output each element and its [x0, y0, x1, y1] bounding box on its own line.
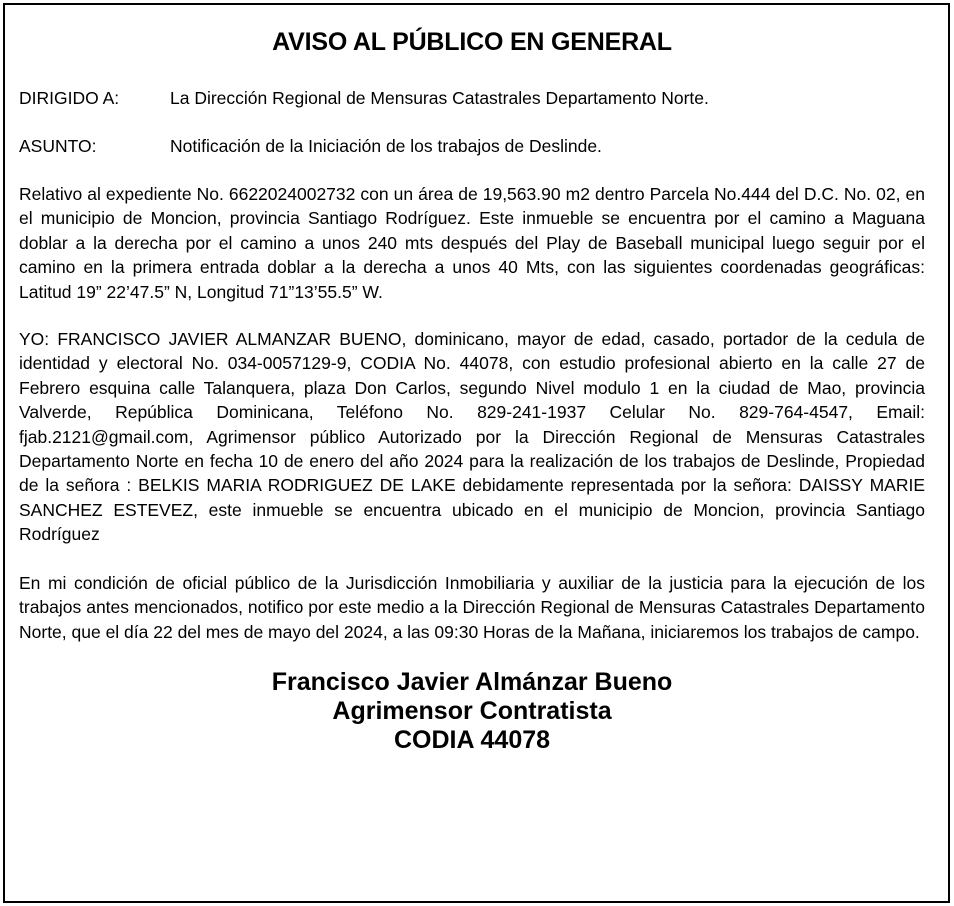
addressee-value: La Dirección Regional de Mensuras Catastrales Departamento Norte. — [170, 88, 709, 108]
notification-paragraph: En mi condición de oficial público de la Jurisdicción Inmobiliaria y auxiliar de la justicia para la ejecución de los trabajos antes mencionados, notifico por este medio a la Dirección Regional de Mensuras Catastrales Departamento Norte, que el día 22 del mes de mayo del 2024, a las 09:30 Horas de la Mañana, iniciaremos los trabajos de campo. — [19, 572, 925, 642]
subject-label: ASUNTO: — [19, 136, 97, 156]
signature-name: Francisco Javier Almánzar Bueno — [271, 667, 673, 696]
notice-content — [19, 24, 925, 755]
addressee-row — [19, 86, 925, 110]
surveyor-paragraph: YO: FRANCISCO JAVIER ALMANZAR BUENO, dominicano, mayor de edad, casado, portador de la cedula de identidad y electoral No. 034-0057129-9, CODIA No. 44078, con estudio profesional abierto en la calle 27 de Febrero esquina calle Talanquera, plaza Don Carlos, segundo Nivel modulo 1 en la ciudad de Mao, provincia Valverde, República Dominicana, Teléfono No. 829-241-1937 Celular No. 829-764-4547, Email: fjab.2121@gmail.com, Agrimensor público Autorizado por la Dirección Regional de Mensuras Catastrales Departamento Norte en fecha 10 de enero del año 2024 para la realización de los trabajos de Deslinde, Propiedad de la señora : BELKIS MARIA RODRIGUEZ DE LAKE debidamente representada por la señora: DAISSY MARIE SANCHEZ ESTEVEZ, este inmueble se encuentra ubicado en el municipio de Moncion, provincia Santiago Rodríguez — [19, 329, 925, 545]
notice-title: AVISO AL PÚBLICO EN GENERAL — [272, 28, 672, 56]
subject-value: Notificación de la Iniciación de los trabajos de Deslinde. — [170, 136, 602, 156]
signature-role: Agrimensor Contratista — [332, 696, 612, 725]
subject-row — [19, 134, 925, 158]
property-paragraph: Relativo al expediente No. 6622024002732 con un área de 19,563.90 m2 dentro Parcela No.444 del D.C. No. 02, en el municipio de Moncion, provincia Santiago Rodríguez. Este inmueble se encuentra por el camino a Maguana doblar a la derecha por el camino a unos 240 mts después del Play de Baseball municipal luego seguir por el camino en la primera entrada doblar a la derecha a unos 40 Mts, con las siguientes coordenadas geográficas: Latitud 19” 22’47.5” N, Longitud 71”13’55.5” W. — [19, 184, 925, 302]
addressee-label: DIRIGIDO A: — [19, 88, 120, 108]
signature-codia: CODIA 44078 — [393, 725, 551, 754]
signature-block — [19, 668, 925, 755]
